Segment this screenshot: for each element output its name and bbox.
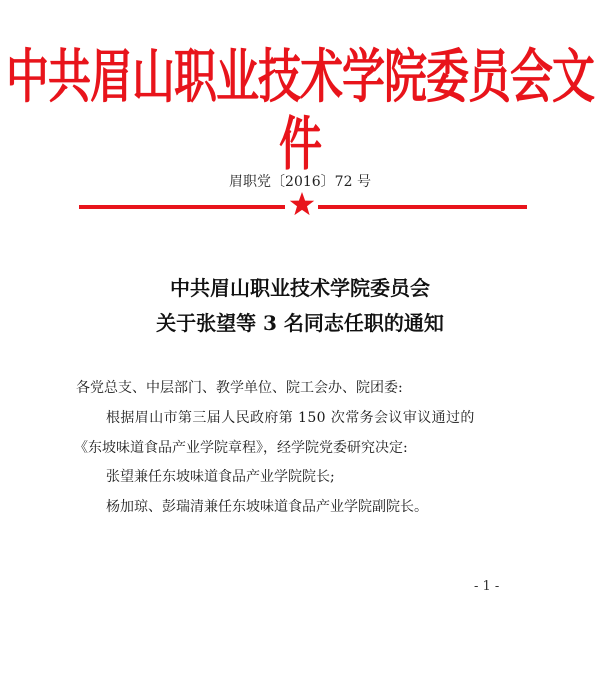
notice-title-line1: 中共眉山职业技术学院委员会 [170,276,430,300]
red-divider-left [79,205,285,209]
document-number: 眉职党〔2016〕72 号 [229,174,371,190]
page-number: - 1 - [474,579,500,594]
body-paragraph-line1: 根据眉山市第三届人民政府第 150 次常务会议审议通过的 [106,410,475,426]
appointment-line-1: 张望兼任东坡味道食品产业学院院长; [106,469,335,485]
notice-title-line2: 关于张望等 3 名同志任职的通知 [156,311,444,335]
appointment-line-2: 杨加琼、彭瑞清兼任东坡味道食品产业学院副院长。 [106,499,428,515]
red-star-icon [289,191,315,217]
masthead-title: 中共眉山职业技术学院委员会文件 [6,44,594,179]
body-paragraph-line2: 《东坡味道食品产业学院章程》，经学院党委研究决定: [74,440,408,456]
salutation: 各党总支、中层部门、教学单位、院工会办、院团委: [76,380,403,396]
red-divider-right [318,205,527,209]
